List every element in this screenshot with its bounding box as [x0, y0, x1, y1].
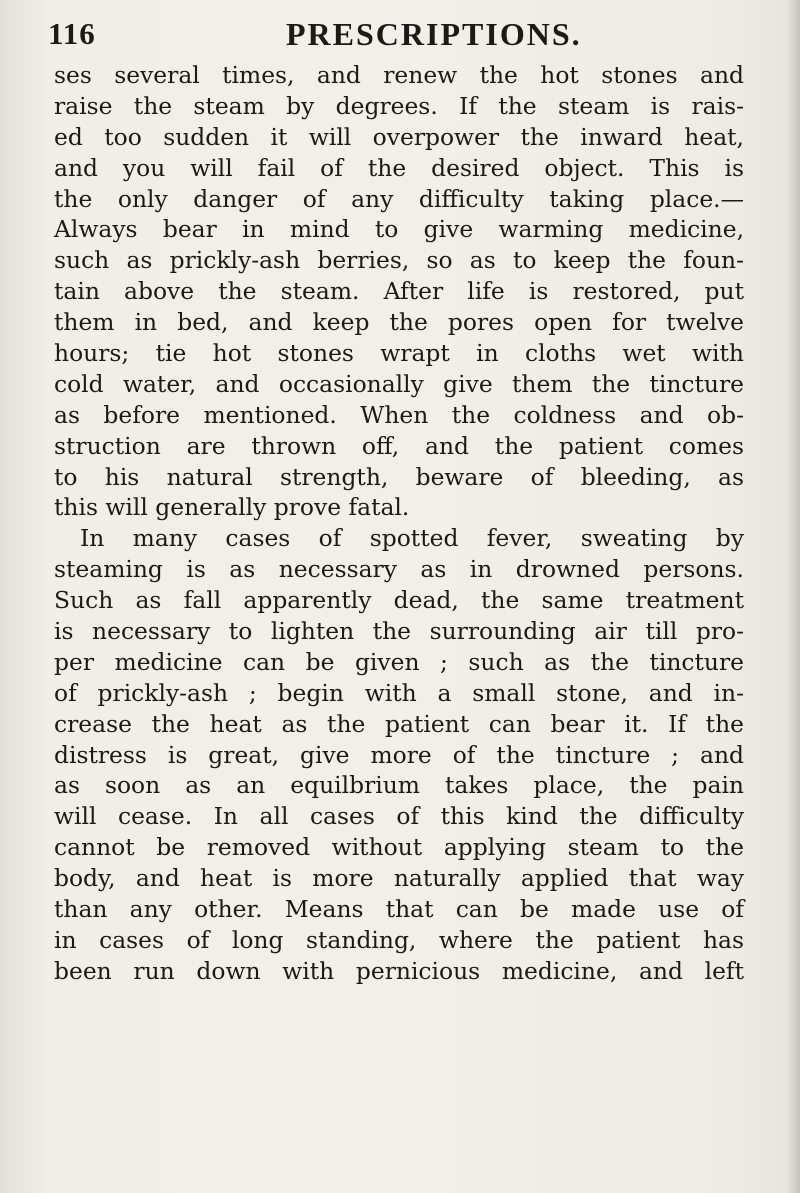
text-line: crease the heat as the patient can bear it. If the	[54, 709, 744, 738]
text-line: the only danger of any difficulty taking place.—	[54, 184, 744, 213]
text-line: cannot be removed without applying steam to the	[54, 833, 744, 862]
text-line: as soon as an equilbrium takes place, the pain	[54, 771, 744, 800]
paragraph-first-line: In many cases of spotted fever, sweating by	[80, 524, 744, 553]
text-line: is necessary to lighten the surrounding air till pro-	[54, 617, 744, 646]
page-edge-shadow	[786, 0, 800, 1193]
text-line: Always bear in mind to give warming medicine,	[54, 215, 744, 244]
text-line: such as prickly-ash berries, so as to keep the foun-	[54, 246, 744, 275]
text-line: raise the steam by degrees. If the steam is rais-	[54, 91, 744, 120]
text-line: as before mentioned. When the coldness and ob-	[54, 400, 744, 429]
text-line: in cases of long standing, where the patient has	[54, 925, 744, 954]
text-line: struction are thrown off, and the patient comes	[54, 431, 744, 460]
text-line: will cease. In all cases of this kind the difficulty	[54, 802, 744, 831]
text-line: steaming is as necessary as in drowned persons.	[54, 555, 744, 584]
text-line: hours; tie hot stones wrapt in cloths wet with	[54, 339, 744, 368]
text-line: ses several times, and renew the hot stones and	[54, 61, 744, 89]
text-line: body, and heat is more naturally applied that way	[54, 864, 744, 893]
text-line: than any other. Means that can be made use of	[54, 895, 744, 924]
running-title: PRESCRIPTIONS.	[286, 16, 582, 52]
paragraph-end-line: this will generally prove fatal.	[54, 493, 410, 522]
running-head	[48, 14, 748, 54]
text-line: Such as fall apparently dead, the same treatment	[54, 586, 744, 615]
text-line: tain above the steam. After life is restored, put	[54, 277, 744, 306]
text-line: been run down with pernicious medicine, and left	[54, 956, 744, 985]
body-text	[54, 60, 744, 987]
text-line: distress is great, give more of the tincture ; and	[54, 740, 744, 769]
text-line: to his natural strength, beware of bleeding, as	[54, 462, 744, 491]
page-number: 116	[48, 16, 96, 51]
text-line: per medicine can be given ; such as the tincture	[54, 647, 744, 676]
text-line: ed too sudden it will overpower the inward heat,	[54, 122, 744, 151]
text-line: of prickly-ash ; begin with a small stone, and in-	[54, 678, 744, 707]
text-line: cold water, and occasionally give them the tincture	[54, 369, 744, 398]
text-line: and you will fail of the desired object. This is	[54, 153, 744, 182]
text-line: them in bed, and keep the pores open for twelve	[54, 308, 744, 337]
